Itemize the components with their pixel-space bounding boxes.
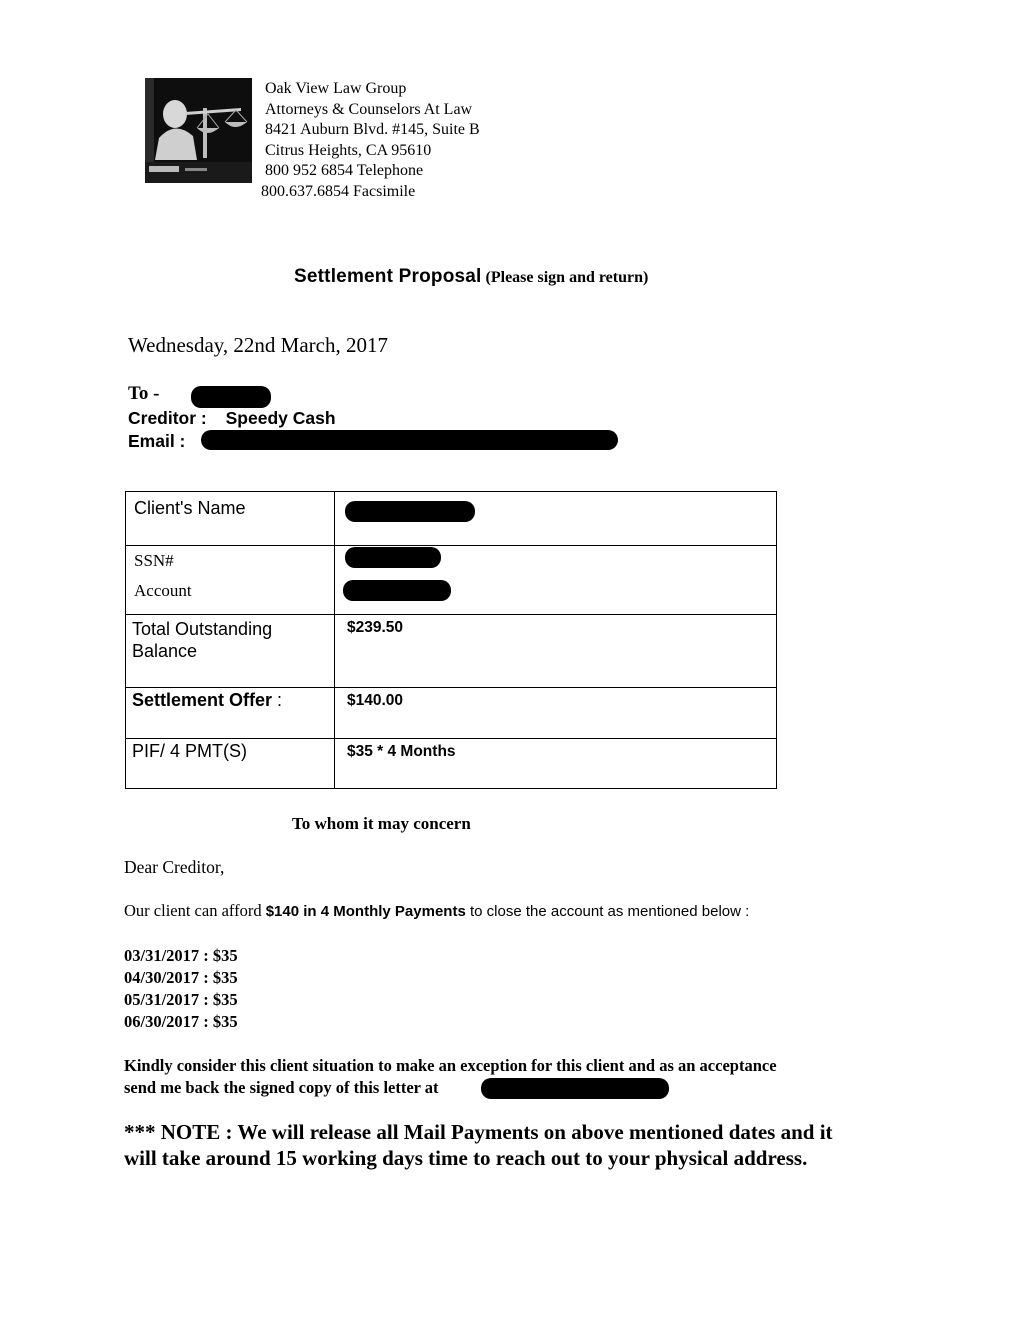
table-row-divider	[126, 738, 776, 739]
to-line	[128, 383, 160, 405]
client-name-label: Client's Name	[134, 498, 246, 518]
total-outstanding-label	[132, 618, 272, 662]
ssn-label: SSN#	[134, 551, 174, 570]
table-row-divider	[126, 545, 776, 546]
note-line1: *** NOTE : We will release all Mail Payments on above mentioned dates and it	[124, 1120, 833, 1144]
redaction-bar-return-address	[481, 1078, 669, 1099]
redaction-bar-email	[201, 430, 618, 450]
kindly-line1: Kindly consider this client situation to make an exception for this client and as an acceptance	[124, 1056, 777, 1075]
creditor-label: Creditor :	[128, 408, 207, 428]
firm-address-block	[261, 79, 480, 203]
email-line	[128, 431, 185, 452]
firm-telephone: 800 952 6854 Telephone	[265, 162, 424, 180]
title-main: Settlement Proposal	[294, 266, 482, 287]
table-row-divider	[126, 614, 776, 615]
kindly-line2: send me back the signed copy of this letter at	[124, 1078, 439, 1097]
firm-logo	[145, 78, 252, 183]
email-label: Email :	[128, 431, 186, 451]
redaction-bar-account	[343, 580, 451, 601]
pif-value: $35 * 4 Months	[347, 743, 456, 760]
payment-item: 03/31/2017 : $35	[124, 946, 238, 965]
letter-date: Wednesday, 22nd March, 2017	[128, 333, 388, 357]
concern-heading: To whom it may concern	[292, 814, 471, 833]
settlement-offer-label	[132, 690, 282, 711]
to-label: To -	[128, 383, 160, 404]
offer-colon: :	[272, 690, 283, 710]
afford-paragraph	[124, 901, 749, 921]
table-row-divider	[126, 687, 776, 688]
redaction-bar-recipient	[191, 386, 271, 408]
note-line2: will take around 15 working days time to reach out to your physical address.	[124, 1146, 808, 1170]
creditor-value: Speedy Cash	[225, 408, 336, 428]
salutation: Dear Creditor,	[124, 857, 225, 877]
total-label-line1: Total Outstanding	[132, 619, 273, 639]
offer-label-bold: Settlement Offer	[132, 690, 273, 710]
scales-of-justice-icon	[145, 78, 252, 183]
afford-suffix: to close the account as mentioned below :	[465, 903, 750, 920]
table-column-divider	[334, 492, 335, 788]
settlement-offer-value: $140.00	[347, 692, 404, 709]
document-title	[294, 266, 648, 288]
firm-address-line1: 8421 Auburn Blvd. #145, Suite B	[265, 121, 480, 139]
firm-name: Oak View Law Group	[265, 80, 407, 97]
note-paragraph	[124, 1119, 833, 1171]
account-table	[125, 491, 777, 789]
total-outstanding-value: $239.50	[347, 619, 404, 636]
firm-address-line2: Citrus Heights, CA 95610	[265, 141, 432, 159]
title-sub: (Please sign and return)	[485, 269, 649, 286]
afford-bold: $140 in 4 Monthly Payments	[265, 903, 466, 920]
pif-label: PIF/ 4 PMT(S)	[132, 741, 248, 761]
payment-schedule	[124, 945, 238, 1033]
kindly-paragraph	[124, 1055, 777, 1099]
payment-item: 04/30/2017 : $35	[124, 968, 238, 987]
total-label-line2: Balance	[132, 641, 198, 661]
afford-prefix: Our client can afford	[124, 901, 266, 920]
creditor-line	[128, 408, 336, 429]
payment-item: 06/30/2017 : $35	[124, 1012, 238, 1031]
account-label: Account	[134, 581, 192, 600]
redaction-bar-ssn	[345, 547, 441, 568]
firm-tagline: Attorneys & Counselors At Law	[265, 100, 473, 118]
firm-facsimile: 800.637.6854 Facsimile	[261, 182, 416, 200]
redaction-bar-client-name	[345, 501, 475, 522]
payment-item: 05/31/2017 : $35	[124, 990, 238, 1009]
